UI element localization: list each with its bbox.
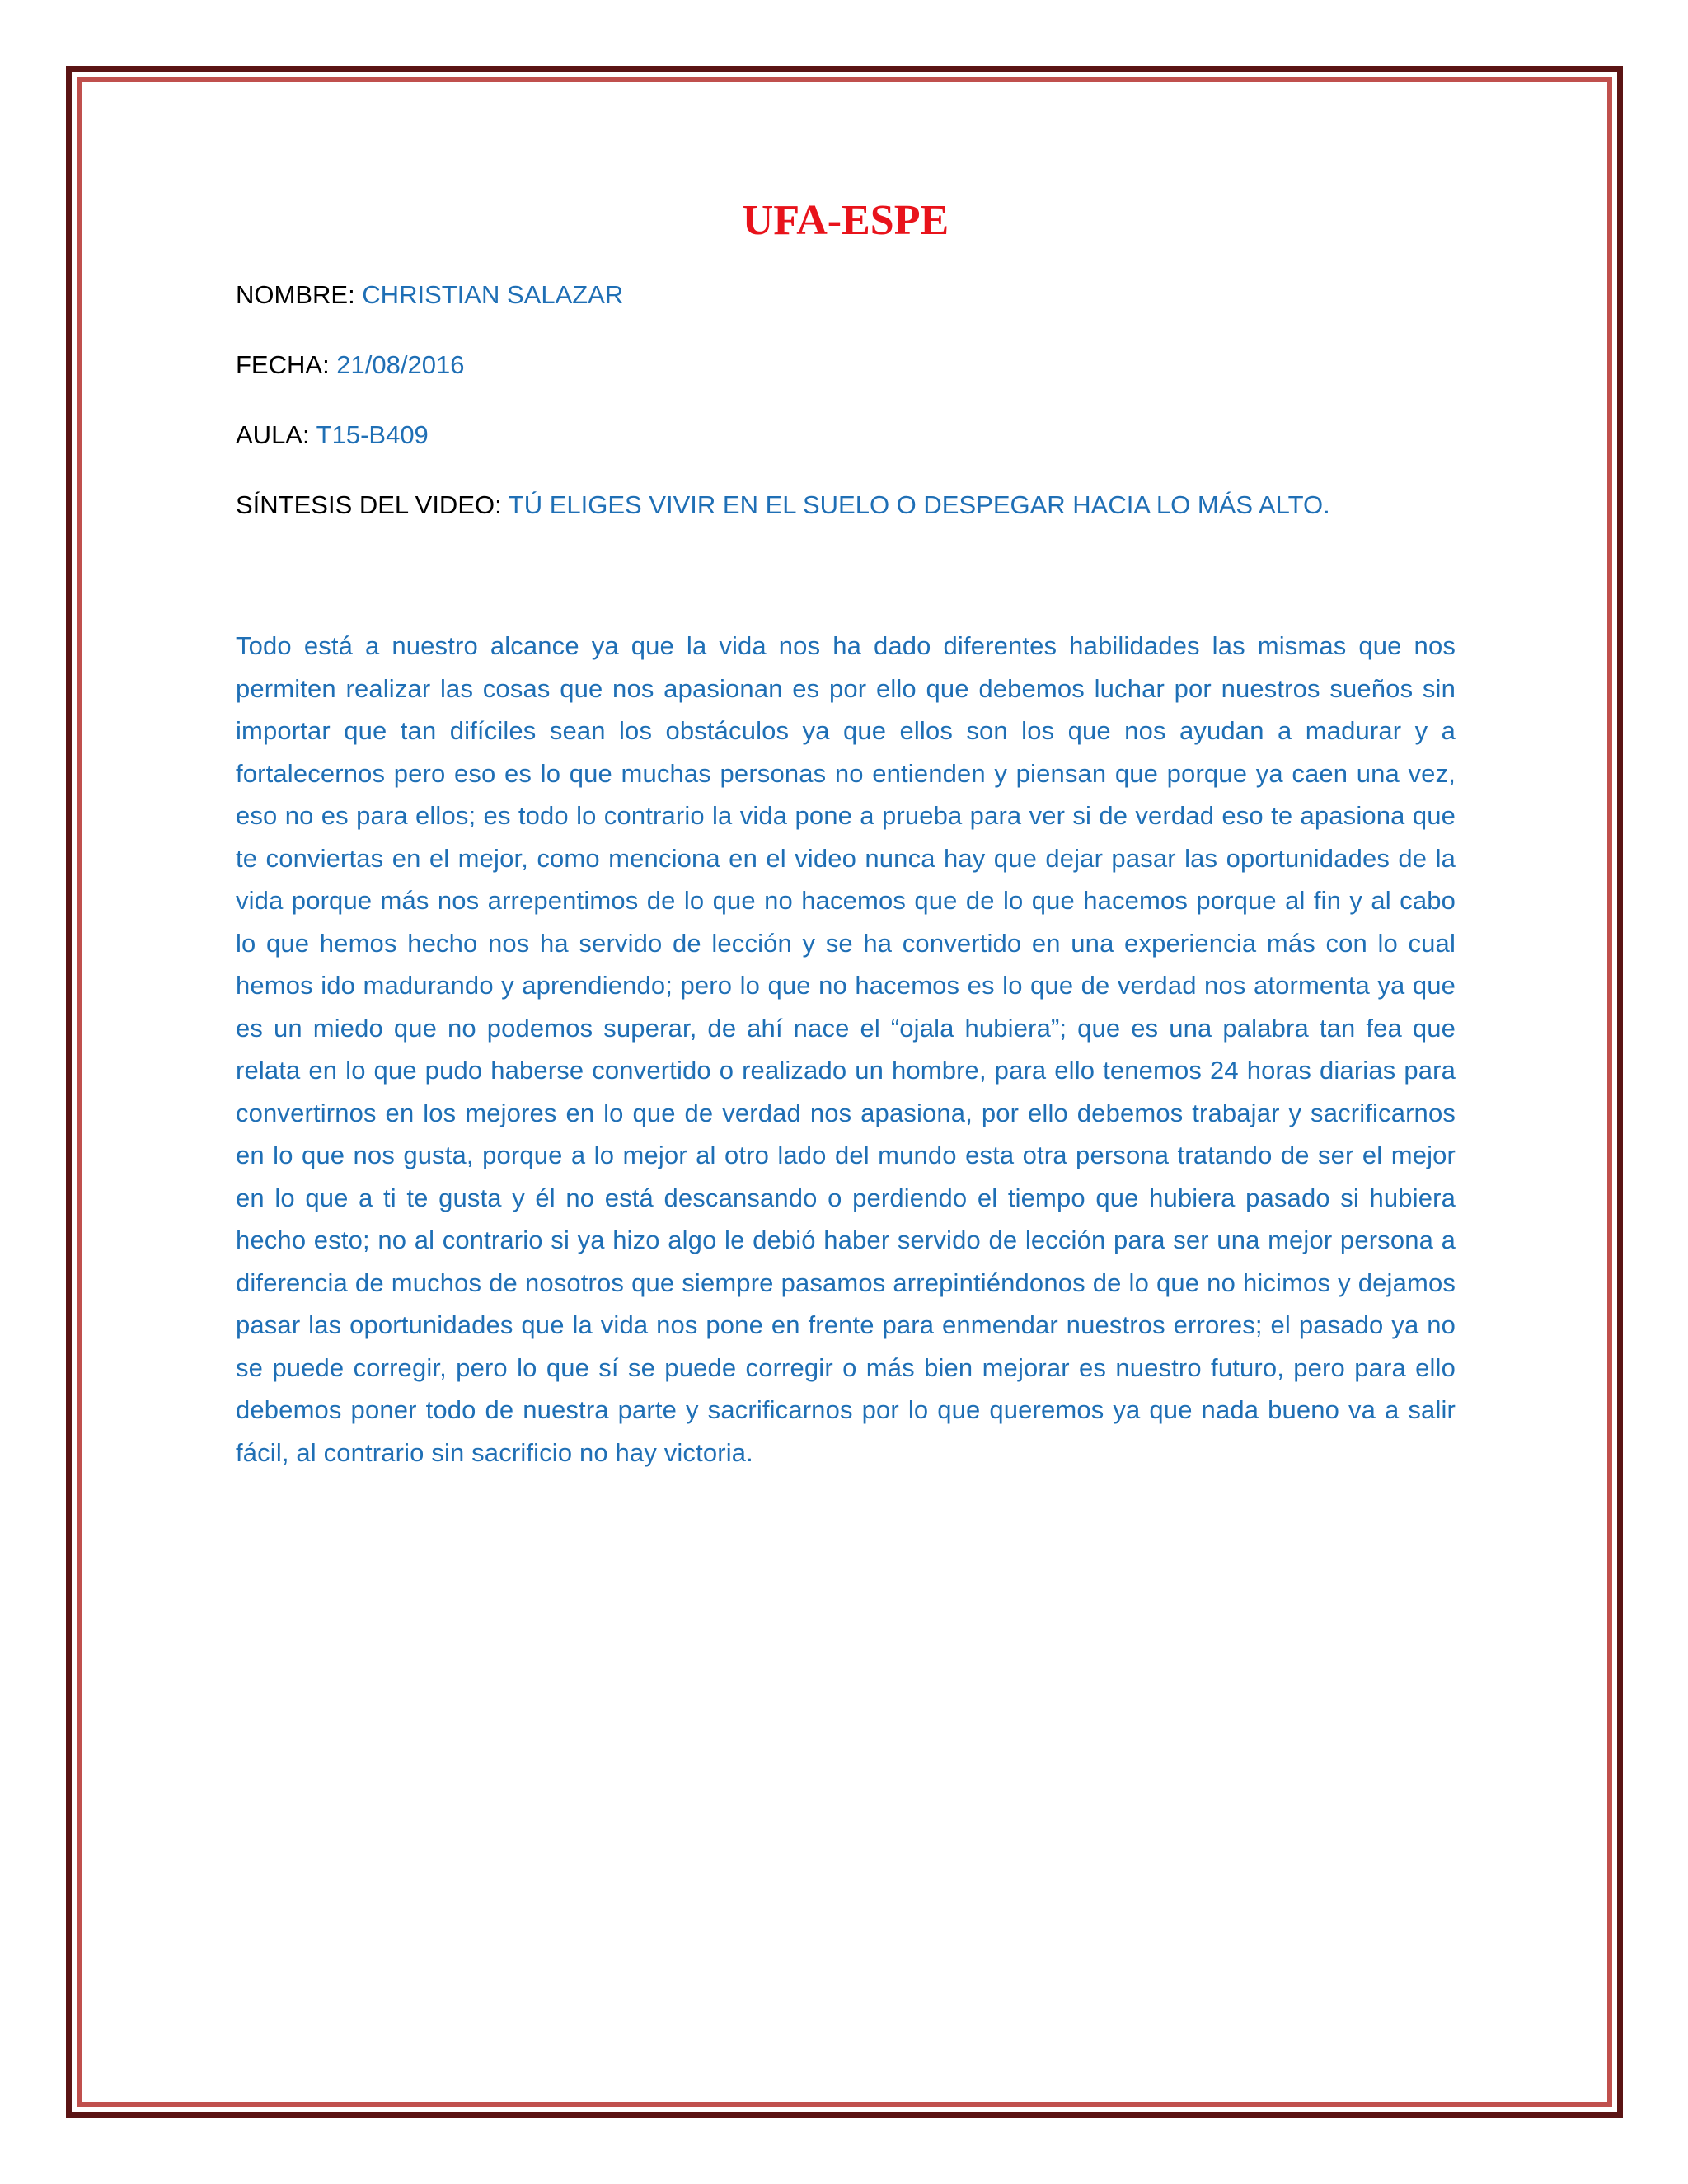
- document-content: [236, 194, 1456, 1499]
- field-aula-label: AULA:: [236, 420, 316, 449]
- field-nombre: [236, 279, 1456, 312]
- field-sintesis: [236, 489, 1456, 522]
- synthesis-paragraph: Todo está a nuestro alcance ya que la vida nos ha dado diferentes habilidades las mismas que nos permiten realizar las cosas que nos apasionan es por ello que debemos luchar por nuestros sueños sin importar que tan difíciles sean los obstáculos ya que ellos son los que nos ayudan a madurar y a fortalecernos pero eso es lo que muchas personas no entienden y piensan que porque ya caen una vez, eso no es para ellos; es todo lo contrario la vida pone a prueba para ver si de verdad eso te apasiona que te conviertas en el mejor, como menciona en el video nunca hay que dejar pasar las oportunidades de la vida porque más nos arrepentimos de lo que no hacemos que de lo que hacemos porque al fin y al cabo lo que hemos hecho nos ha servido de lección y se ha convertido en una experiencia más con lo cual hemos ido madurando y aprendiendo; pero lo que no hacemos es lo que de verdad nos atormenta ya que es un miedo que no podemos superar, de ahí nace el “ojala hubiera”; que es una palabra tan fea que relata en lo que pudo haberse convertido o realizado un hombre, para ello tenemos 24 horas diarias para convertirnos en los mejores en lo que de verdad nos apasiona, por ello debemos trabajar y sacrificarnos en lo que nos gusta, porque a lo mejor al otro lado del mundo esta otra persona tratando de ser el mejor en lo que a ti te gusta y él no está descansando o perdiendo el tiempo que hubiera pasado si hubiera hecho esto; no al contrario si ya hizo algo le debió haber servido de lección para ser una mejor persona a diferencia de muchos de nosotros que siempre pasamos arrepintiéndonos de lo que no hicimos y dejamos pasar las oportunidades que la vida nos pone en frente para enmendar nuestros errores; el pasado ya no se puede corregir, pero lo que sí se puede corregir o más bien mejorar es nuestro futuro, pero para ello debemos poner todo de nuestra parte y sacrificarnos por lo que queremos ya que nada bueno va a salir fácil, al contrario sin sacrificio no hay victoria.: [236, 631, 1456, 1467]
- document-title: UFA-ESPE: [742, 197, 950, 244]
- field-fecha-label: FECHA:: [236, 350, 337, 379]
- field-fecha: [236, 349, 1456, 382]
- field-nombre-value: CHRISTIAN SALAZAR: [362, 280, 624, 309]
- field-fecha-value: 21/08/2016: [336, 350, 465, 379]
- field-sintesis-value: TÚ ELIGES VIVIR EN EL SUELO O DESPEGAR HACIA LO MÁS ALTO.: [508, 490, 1330, 519]
- field-sintesis-label: SÍNTESIS DEL VIDEO:: [236, 490, 509, 519]
- field-nombre-label: NOMBRE:: [236, 280, 363, 309]
- field-aula: [236, 419, 1456, 452]
- field-aula-value: T15-B409: [316, 420, 429, 449]
